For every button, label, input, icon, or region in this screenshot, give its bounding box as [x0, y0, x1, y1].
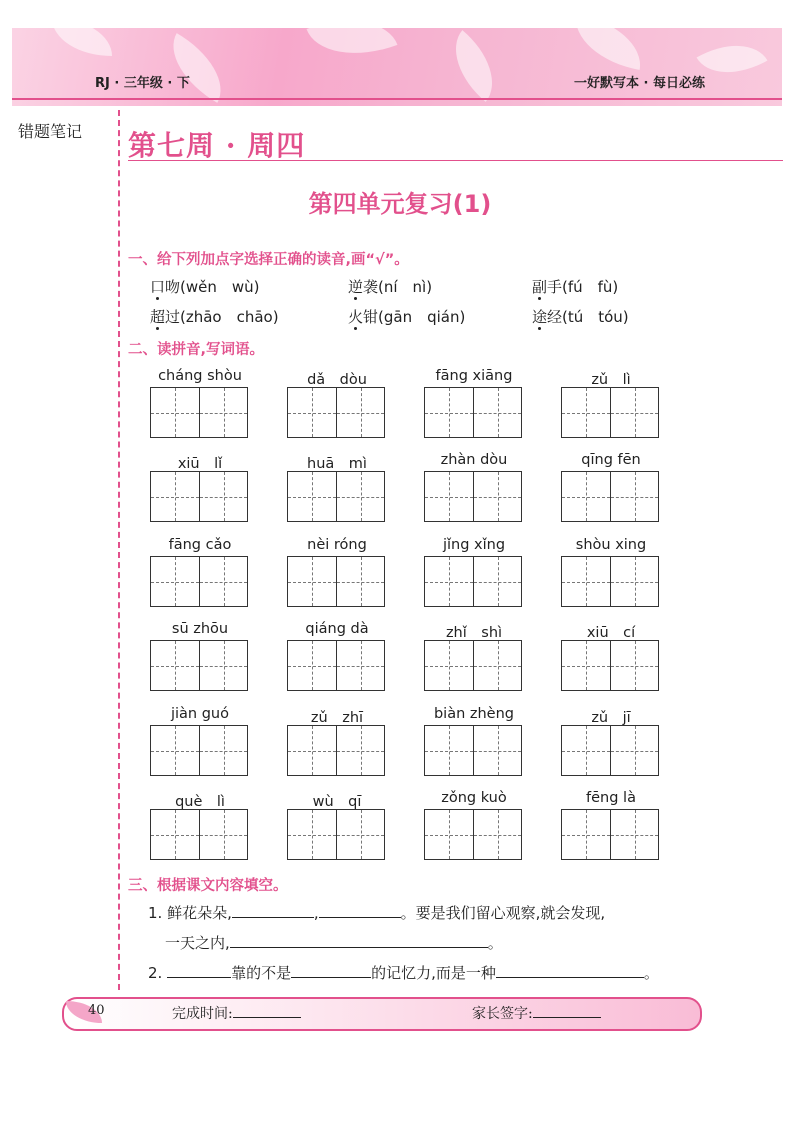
q2-a: 靠的不是 — [231, 964, 292, 982]
page-number: 40 — [88, 1003, 105, 1018]
pinyin-label: fēng là — [586, 790, 636, 806]
writing-grid[interactable] — [424, 725, 522, 776]
pinyin-label: nèi róng — [307, 537, 367, 553]
writing-cell[interactable] — [288, 810, 336, 859]
pinyin-label: jiàn guó — [170, 706, 229, 722]
q1-sep: , — [313, 904, 319, 922]
writing-grid[interactable] — [150, 725, 248, 776]
writing-grid[interactable] — [150, 471, 248, 522]
writing-cell[interactable] — [562, 641, 610, 690]
writing-grid[interactable] — [424, 387, 522, 438]
writing-grid[interactable] — [424, 640, 522, 691]
writing-cell[interactable] — [473, 388, 521, 437]
pinyin-label: zǔ jī — [591, 710, 631, 726]
writing-grid[interactable] — [287, 725, 385, 776]
writing-cell[interactable] — [199, 726, 247, 775]
writing-cell[interactable] — [473, 726, 521, 775]
writing-grid[interactable] — [424, 471, 522, 522]
answer-blank[interactable] — [496, 963, 644, 978]
fill-question-1-line1 — [148, 902, 605, 923]
emphasis-dot — [538, 297, 541, 300]
writing-cell[interactable] — [425, 388, 473, 437]
parent-signature-label: 家长签字: — [472, 1006, 533, 1022]
pinyin-label: què lì — [175, 794, 225, 810]
q1-prefix: 1. 鲜花朵朵, — [148, 904, 232, 922]
answer-blank[interactable] — [167, 963, 231, 978]
writing-cell[interactable] — [473, 472, 521, 521]
writing-cell[interactable] — [562, 472, 610, 521]
writing-cell[interactable] — [425, 641, 473, 690]
writing-cell[interactable] — [473, 557, 521, 606]
writing-grid[interactable] — [561, 556, 659, 607]
pinyin-label: fāng cǎo — [168, 537, 232, 553]
sidebar-label: 错题笔记 — [18, 122, 83, 141]
writing-cell[interactable] — [610, 557, 658, 606]
unit-title: 第四单元复习(1) — [308, 190, 492, 218]
reading-choice-item[interactable]: 火钳(gān qián) — [348, 308, 466, 326]
header-banner — [12, 28, 782, 106]
writing-cell[interactable] — [151, 472, 199, 521]
emphasis-dot — [156, 297, 159, 300]
writing-grid[interactable] — [561, 725, 659, 776]
q2-b: 的记忆力,而是一种 — [371, 964, 496, 982]
writing-cell[interactable] — [562, 557, 610, 606]
sidebar-divider — [118, 110, 120, 990]
section2-title: 二、读拼音,写词语。 — [128, 342, 265, 358]
emphasis-dot — [354, 327, 357, 330]
writing-cell[interactable] — [199, 810, 247, 859]
section1-title: 一、给下列加点字选择正确的读音,画“√”。 — [128, 252, 409, 268]
writing-grid[interactable] — [287, 556, 385, 607]
writing-grid[interactable] — [287, 809, 385, 860]
writing-cell[interactable] — [199, 641, 247, 690]
fill-question-2 — [148, 962, 659, 983]
reading-choice-item[interactable]: 逆袭(ní nì) — [348, 278, 433, 296]
writing-cell[interactable] — [288, 472, 336, 521]
writing-cell[interactable] — [473, 810, 521, 859]
writing-cell[interactable] — [562, 810, 610, 859]
fill-question-1-line2 — [165, 932, 503, 953]
writing-cell[interactable] — [151, 557, 199, 606]
writing-cell[interactable] — [425, 472, 473, 521]
pinyin-label: zǔ zhī — [310, 710, 364, 726]
pinyin-label: xiū lǐ — [177, 456, 223, 472]
writing-cell[interactable] — [199, 557, 247, 606]
reading-choice-item[interactable]: 副手(fú fù) — [532, 278, 619, 296]
writing-grid[interactable] — [561, 640, 659, 691]
pinyin-label: xiū cí — [586, 625, 636, 641]
writing-grid[interactable] — [424, 809, 522, 860]
writing-grid[interactable] — [287, 640, 385, 691]
pinyin-label: zhǐ shì — [445, 625, 503, 641]
writing-grid[interactable] — [150, 809, 248, 860]
answer-blank[interactable] — [232, 903, 314, 918]
completion-time-label: 完成时间: — [172, 1006, 233, 1022]
pinyin-label: zǔ lì — [591, 372, 631, 388]
pinyin-label: dǎ dòu — [307, 372, 367, 388]
header-right: 一好默写本 · 每日必练 — [574, 76, 705, 91]
writing-grid[interactable] — [150, 640, 248, 691]
completion-time — [172, 1003, 301, 1023]
answer-blank[interactable] — [291, 963, 371, 978]
pinyin-label: qīng fēn — [581, 452, 641, 468]
writing-cell[interactable] — [425, 726, 473, 775]
pinyin-label: zhàn dòu — [440, 452, 508, 468]
title-divider — [128, 160, 783, 161]
writing-cell[interactable] — [336, 557, 384, 606]
writing-grid[interactable] — [150, 387, 248, 438]
reading-choice-item[interactable]: 途经(tú tóu) — [532, 308, 629, 326]
reading-choice-item[interactable]: 口吻(wěn wù) — [150, 278, 260, 296]
completion-time-blank[interactable] — [233, 1003, 301, 1018]
writing-cell[interactable] — [336, 388, 384, 437]
writing-cell[interactable] — [425, 810, 473, 859]
writing-cell[interactable] — [610, 472, 658, 521]
writing-grid[interactable] — [287, 471, 385, 522]
writing-cell[interactable] — [199, 472, 247, 521]
writing-cell[interactable] — [425, 557, 473, 606]
writing-cell[interactable] — [288, 557, 336, 606]
pinyin-label: shòu xing — [575, 537, 647, 553]
writing-grid[interactable] — [424, 556, 522, 607]
writing-cell[interactable] — [562, 726, 610, 775]
writing-grid[interactable] — [287, 387, 385, 438]
pinyin-label: zǒng kuò — [441, 790, 507, 806]
writing-cell[interactable] — [151, 726, 199, 775]
writing-grid[interactable] — [561, 809, 659, 860]
parent-signature-blank[interactable] — [533, 1003, 601, 1018]
q2-prefix: 2. — [148, 964, 163, 982]
writing-grid[interactable] — [561, 387, 659, 438]
q1-line2: 一天之内, — [165, 934, 230, 952]
writing-cell[interactable] — [151, 810, 199, 859]
emphasis-dot — [156, 327, 159, 330]
pinyin-label: qiáng dà — [305, 621, 369, 637]
emphasis-dot — [354, 297, 357, 300]
answer-blank[interactable] — [230, 933, 488, 948]
writing-cell[interactable] — [336, 641, 384, 690]
writing-cell[interactable] — [336, 726, 384, 775]
pinyin-label: fāng xiāng — [435, 368, 513, 384]
writing-cell[interactable] — [562, 388, 610, 437]
pinyin-label: sū zhōu — [171, 621, 229, 637]
writing-cell[interactable] — [288, 726, 336, 775]
week-title: 第七周 · 周四 — [128, 129, 306, 162]
writing-cell[interactable] — [151, 641, 199, 690]
q1-end: 。 — [487, 934, 503, 952]
footer-bar — [62, 997, 702, 1031]
writing-cell[interactable] — [151, 388, 199, 437]
pinyin-label: cháng shòu — [158, 368, 242, 384]
q2-end: 。 — [643, 964, 659, 982]
writing-cell[interactable] — [610, 810, 658, 859]
writing-cell[interactable] — [336, 472, 384, 521]
pinyin-label: wù qī — [312, 794, 362, 810]
header-left: RJ · 三年级 · 下 — [95, 76, 190, 91]
writing-cell[interactable] — [336, 810, 384, 859]
writing-cell[interactable] — [288, 641, 336, 690]
pinyin-label: huā mì — [307, 456, 367, 472]
answer-blank[interactable] — [319, 903, 401, 918]
writing-grid[interactable] — [150, 556, 248, 607]
writing-grid[interactable] — [561, 471, 659, 522]
pinyin-label: biàn zhèng — [433, 706, 515, 722]
writing-cell[interactable] — [473, 641, 521, 690]
reading-choice-item[interactable]: 超过(zhāo chāo) — [150, 308, 279, 326]
writing-cell[interactable] — [288, 388, 336, 437]
q1-mid: 。要是我们留心观察,就会发现, — [400, 904, 606, 922]
writing-cell[interactable] — [610, 726, 658, 775]
writing-cell[interactable] — [610, 388, 658, 437]
section3-title: 三、根据课文内容填空。 — [128, 878, 288, 894]
parent-signature — [472, 1003, 601, 1023]
writing-cell[interactable] — [610, 641, 658, 690]
pinyin-label: jǐng xǐng — [442, 537, 506, 553]
writing-cell[interactable] — [199, 388, 247, 437]
emphasis-dot — [538, 327, 541, 330]
